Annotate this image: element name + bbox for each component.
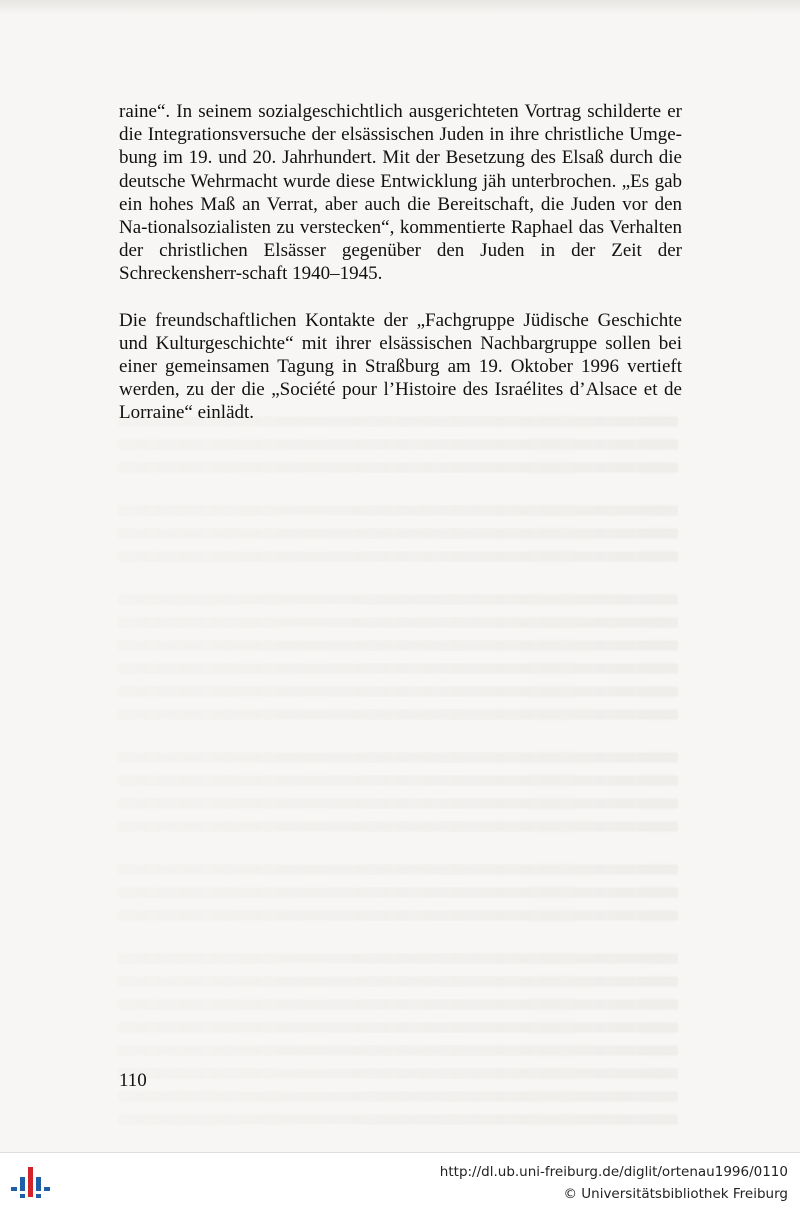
body-text	[119, 100, 682, 425]
copyright-notice: © Universitätsbibliothek Freiburg	[563, 1186, 788, 1202]
source-url[interactable]: http://dl.ub.uni-freiburg.de/diglit/ortenau1996/0110	[439, 1164, 788, 1180]
paragraph-2: Die freundschaftlichen Kontakte der „Fachgruppe Jüdische Geschichte und Kulturgeschichte“ mit ihrer elsässischen Nachbargruppe sollen bei einer gemeinsamen Tagung in Straßburg am 19. Oktober 1996 vertieft werden, zu der die „Société pour l’Histoire des Israélites d’Alsace et de Lorraine“ einlädt.	[119, 309, 682, 424]
paragraph-1: raine“. In seinem sozialgeschichtlich ausgerichteten Vortrag schilderte er die Integrationsversuche der elsässischen Juden in ihre christliche Umge-bung im 19. und 20. Jahrhundert. Mit der Besetzung des Elsaß durch die deutsche Wehrmacht wurde diese Entwicklung jäh unterbrochen. „Es gab ein hohes Maß an Verrat, aber auch die Bereitschaft, die Juden vor den Na-tionalsozialisten zu verstecken“, kommentierte Raphael das Verhalten der christlichen Elsässer gegenüber den Juden in der Zeit der Schreckensherr-schaft 1940–1945.	[119, 101, 682, 285]
page-top-edge	[0, 0, 800, 14]
ub-freiburg-logo-icon	[8, 1163, 52, 1203]
page-number: 110	[119, 1070, 147, 1091]
viewer-footer	[0, 1152, 800, 1213]
reverse-side-bleedthrough	[118, 410, 678, 1131]
